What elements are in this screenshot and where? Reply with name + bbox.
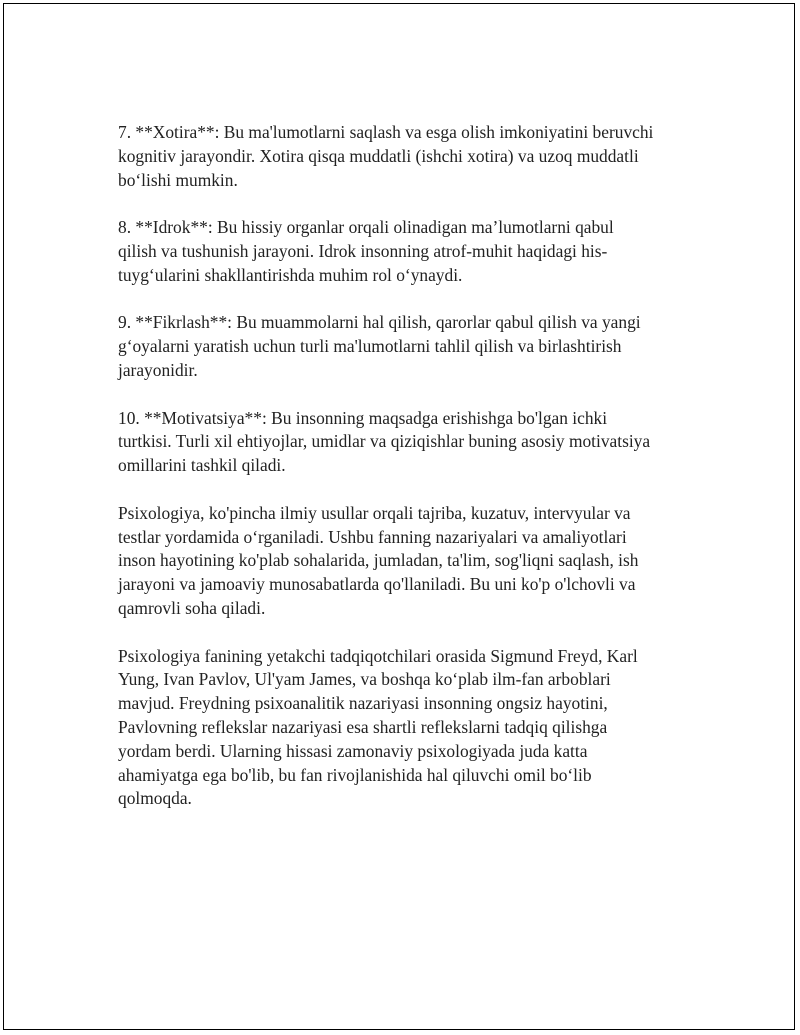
document-page — [3, 3, 795, 1030]
paragraph-fikrlash: 9. **Fikrlash**: Bu muammolarni hal qilish, qarorlar qabul qilish va yangi g‘oyalarni yaratish uchun turli ma'lumotlarni tahlil qilish va birlashtirish jarayonidir. — [118, 312, 641, 380]
paragraph-methods: Psixologiya, ko'pincha ilmiy usullar orqali tajriba, kuzatuv, intervyular va testlar yordamida o‘rganiladi. Ushbu fanning nazariyalari va amaliyotlari inson hayotining ko'plab sohalarida, jumladan, ta'lim, sog'liqni saqlash, ish jarayoni va jamoaviy munosabatlarda qo'llaniladi. Bu uni ko'p o'lchovli va qamrovli soha qiladi. — [118, 502, 639, 618]
paragraph-xotira: 7. **Xotira**: Bu ma'lumotlarni saqlash va esga olish imkoniyatini beruvchi kognitiv jarayondir. Xotira qisqa muddatli (ishchi xotira) va uzoq muddatli bo‘lishi mumkin. — [118, 122, 654, 190]
paragraph-motivatsiya: 10. **Motivatsiya**: Bu insonning maqsadga erishishga bo'lgan ichki turtkisi. Turli xil ehtiyojlar, umidlar va qiziqishlar buning asosiy motivatsiya omillarini tashkil qiladi. — [118, 407, 651, 476]
paragraph-researchers: Psixologiya fanining yetakchi tadqiqotchilari orasida Sigmund Freyd, Karl Yung, Ivan Pavlov, Ul'yam James, va boshqa ko‘plab ilm-fan arboblari mavjud. Freydning psixoanalitik nazariyasi insonning ongsiz hayotini, Pavlovning reflekslar nazariyasi esa shartli reflekslarni tadqiq qilishga yordam berdi. Ularning hissasi zamonaviy psixologiyada juda katta ahamiyatga ega bo'lib, bu fan rivojlanishida hal qiluvchi omil bo‘lib qolmoqda. — [118, 645, 638, 809]
paragraph-idrok: 8. **Idrok**: Bu hissiy organlar orqali olinadigan ma’lumotlarni qabul qilish va tushunish jarayoni. Idrok insonning atrof-muhit haqidagi his- tuyg‘ularini shakllantirishda muhim rol o‘ynaydi. — [118, 217, 614, 285]
document-body — [118, 121, 678, 835]
